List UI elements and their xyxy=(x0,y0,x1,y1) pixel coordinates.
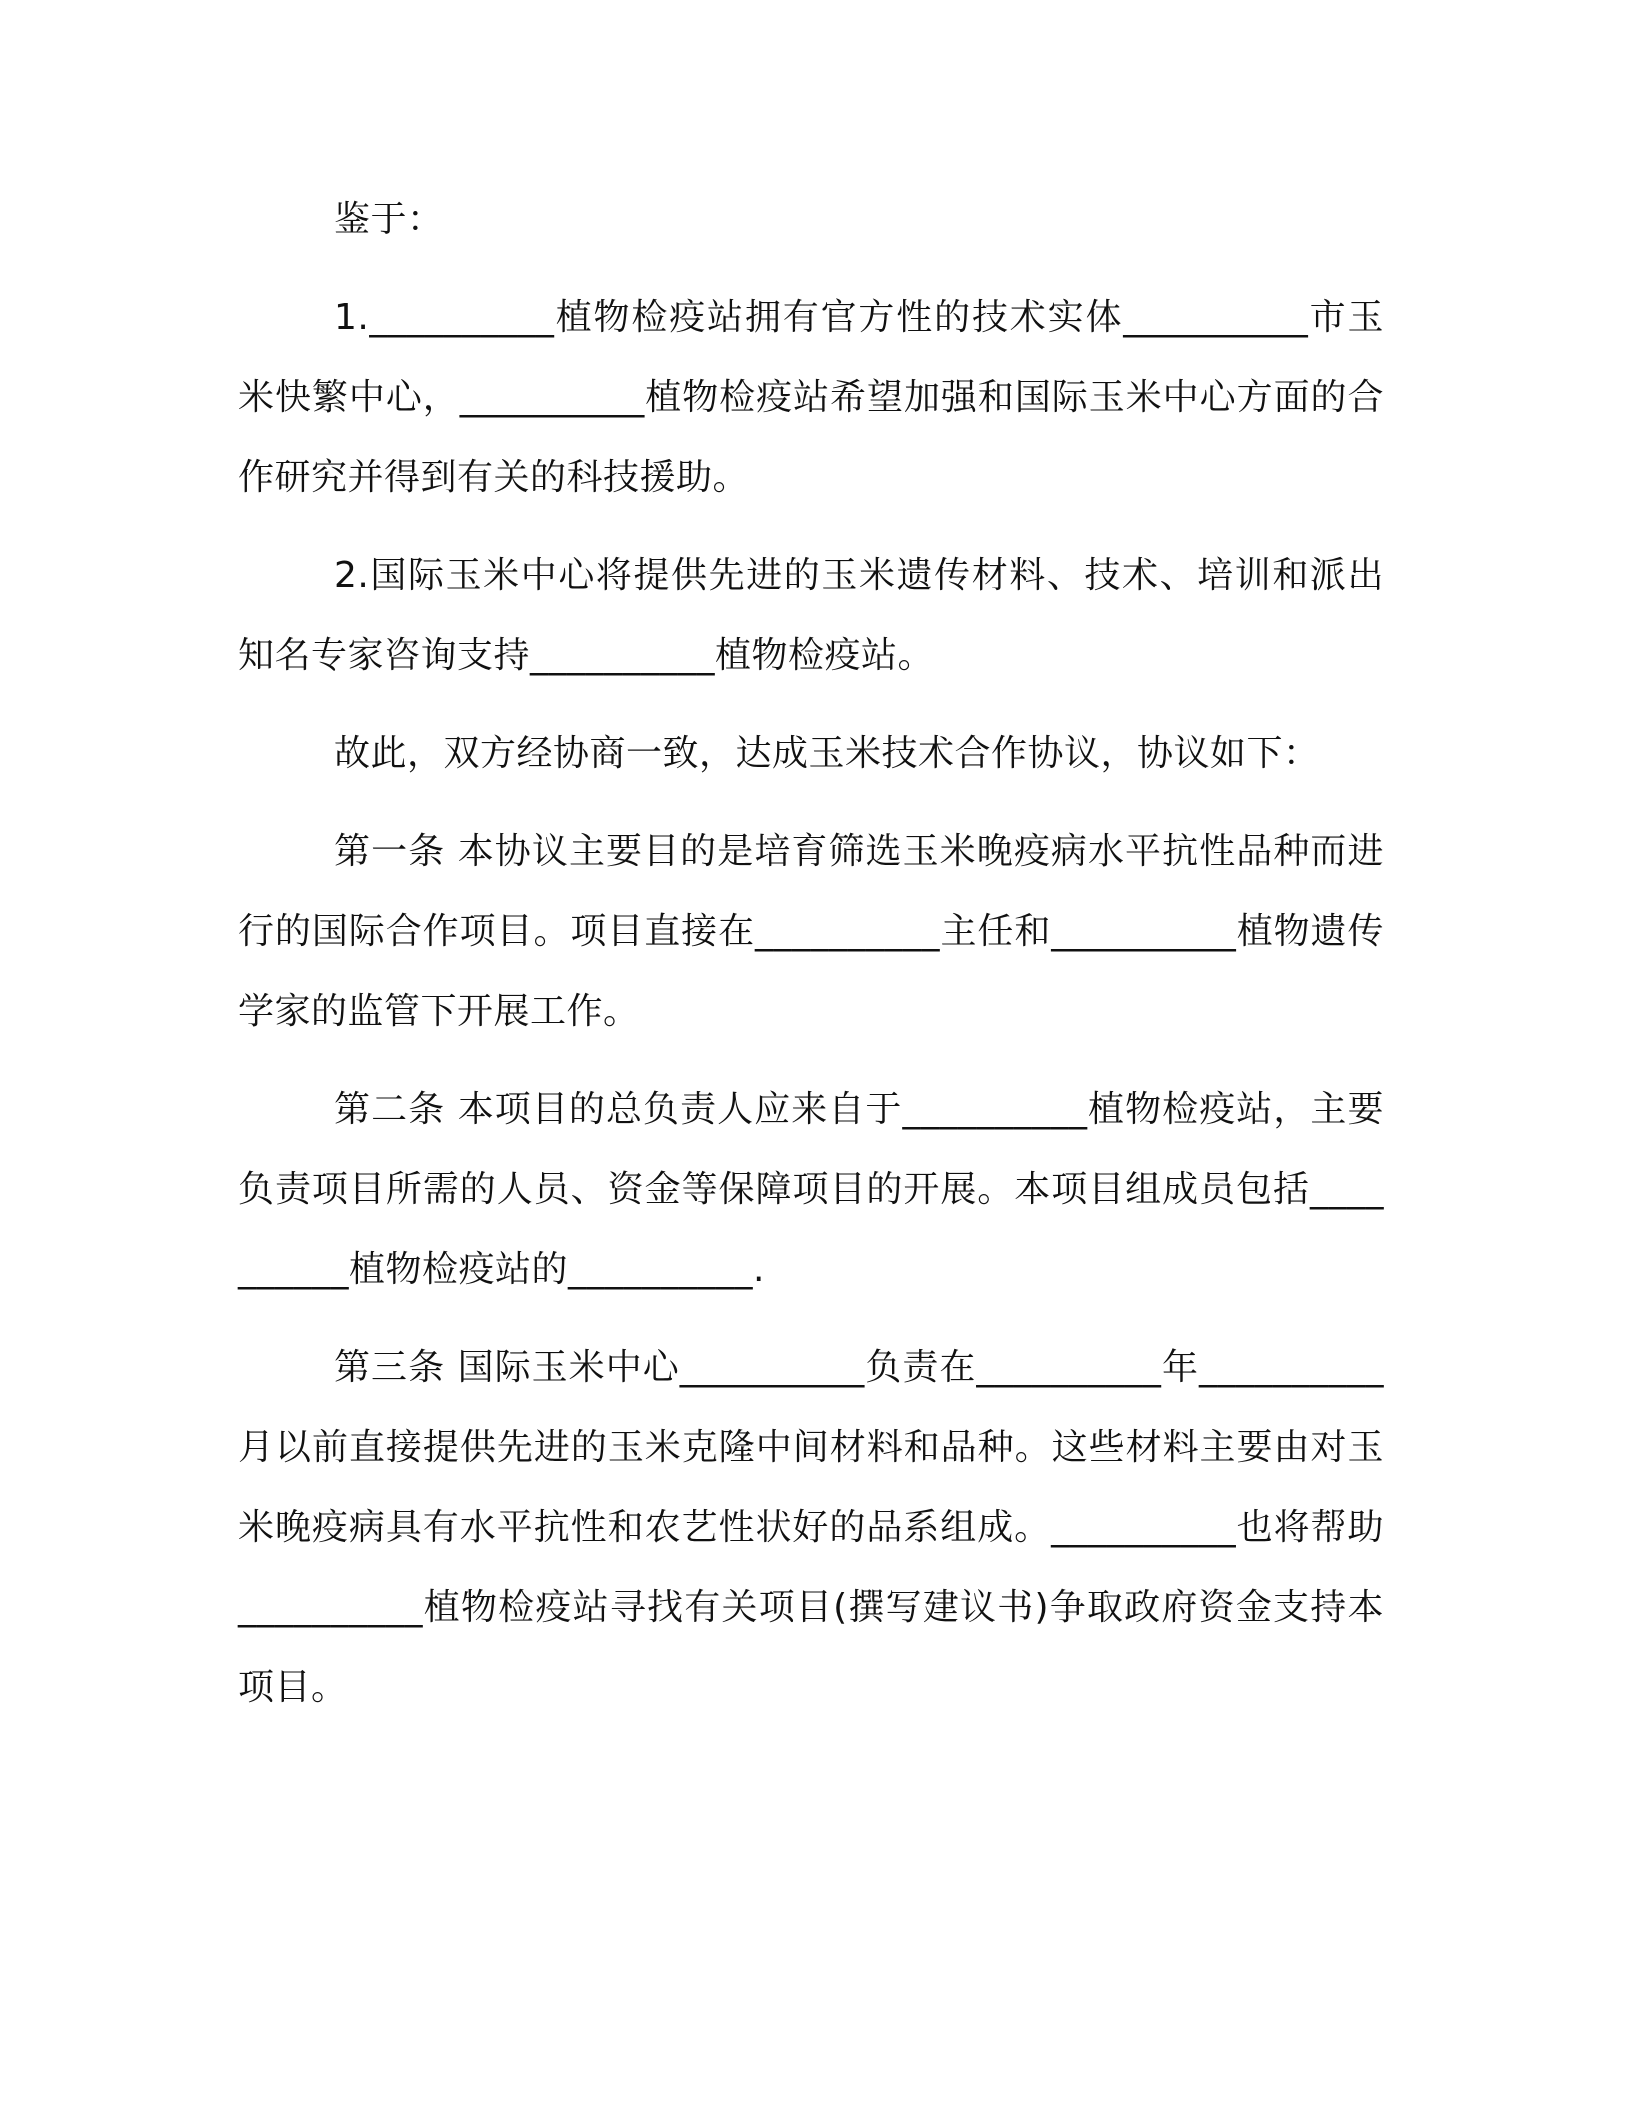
document-body xyxy=(238,180,1384,1746)
paragraph-agreement-intro: 故此，双方经协商一致，达成玉米技术合作协议，协议如下： xyxy=(334,733,1320,774)
paragraph-article-1: 第一条 本协议主要目的是培育筛选玉米晚疫病水平抗性品种而进行的国际合作项目。项目直接在__________主任和__________植物遗传学家的监管下开展工作。 xyxy=(238,831,1384,1032)
paragraph-clause-1: 1.__________植物检疫站拥有官方性的技术实体__________市玉米快繁中心，__________植物检疫站希望加强和国际玉米中心方面的合作研究并得到有关的科技援助。 xyxy=(238,297,1384,498)
paragraph-clause-2: 2.国际玉米中心将提供先进的玉米遗传材料、技术、培训和派出知名专家咨询支持__________植物检疫站。 xyxy=(238,555,1384,676)
paragraph-whereas-heading: 鉴于： xyxy=(334,199,444,240)
paragraph-article-3: 第三条 国际玉米中心__________负责在__________年__________月以前直接提供先进的玉米克隆中间材料和品种。这些材料主要由对玉米晚疫病具有水平抗性和农艺性状好的品系组成。__________也将帮助__________植物检疫站寻找有关项目(撰写建议书)争取政府资金支持本项目。 xyxy=(238,1347,1384,1708)
paragraph-article-2: 第二条 本项目的总负责人应来自于__________植物检疫站，主要负责项目所需的人员、资金等保障项目的开展。本项目组成员包括__________植物检疫站的__________. xyxy=(238,1089,1384,1290)
